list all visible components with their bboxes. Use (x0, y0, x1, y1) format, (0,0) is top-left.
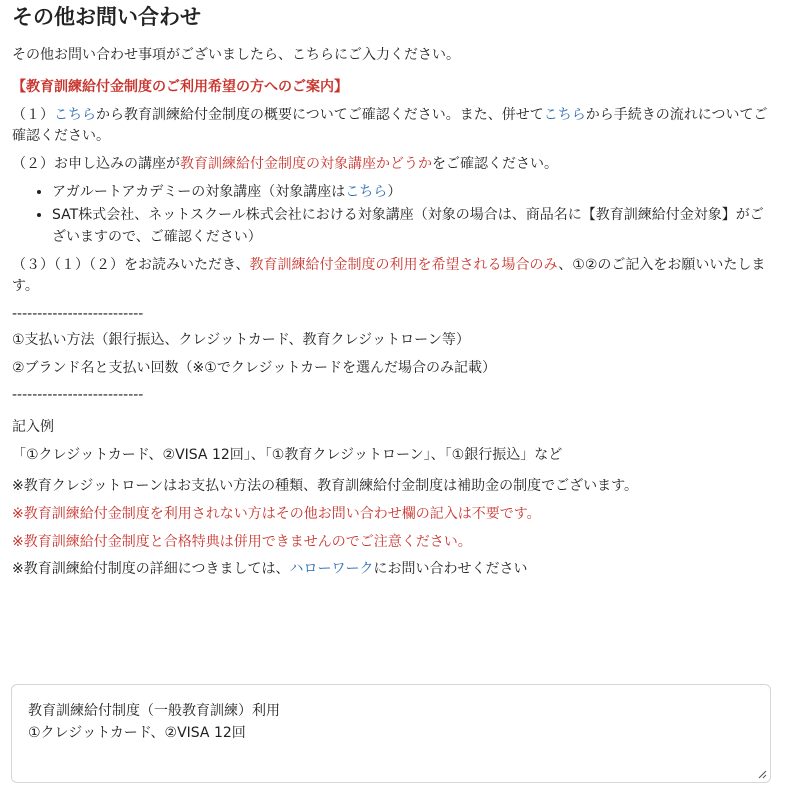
step-2-prefix: （２）お申し込みの講座が (12, 156, 180, 173)
list-item-text: アガルートアカデミーの対象講座（対象講座は (52, 183, 346, 200)
example-label: 記入例 (12, 418, 54, 435)
note-credit-loan: ※教育クレジットローンはお支払い方法の種類、教育訓練給付金制度は補助金の制度でございます。 (12, 478, 638, 495)
note-hellowork-after: にお問い合わせください (373, 561, 528, 578)
fill-item-1: ①支払い方法（銀行振込、クレジットカード、教育クレジットローン等） (12, 331, 470, 348)
divider-bottom: -------------------------- (12, 387, 144, 404)
section-title: その他お問い合わせ (12, 5, 201, 29)
hellowork-link[interactable]: ハローワーク (289, 561, 374, 578)
overview-link[interactable]: こちら (54, 106, 96, 123)
list-item (52, 205, 777, 248)
step-3 (12, 255, 777, 298)
step-3-suffix: 、①②のご記入をお願いいたします。 (12, 256, 766, 295)
note-hellowork (12, 559, 777, 581)
step-1-text-a: から教育訓練給付金制度の概要についてご確認ください。また、併せて (96, 106, 544, 123)
example-text: 「①クレジットカード、②VISA 12回」、「①教育クレジットローン」、「①銀行振込」など (12, 446, 563, 463)
list-item-text: SAT株式会社、ネットスクール株式会社における対象講座（対象の場合は、商品名に【教育訓練給付金対象】がございますので、ご確認ください） (52, 207, 764, 246)
note-hellowork-before: ※教育訓練給付制度の詳細につきましては、 (12, 561, 290, 578)
resize-handle-icon[interactable] (757, 769, 767, 779)
step-1-text-b: から手続きの流れについてご確認ください。 (12, 106, 768, 145)
step-2 (12, 154, 777, 176)
step-3-highlight: 教育訓練給付金制度の利用を希望される場合のみ (249, 256, 559, 273)
intro-text: その他お問い合わせ事項がございましたら、こちらにご入力ください。 (12, 47, 460, 64)
step-1-prefix: （１） (12, 106, 54, 123)
guide-heading: 【教育訓練給付金制度のご利用希望の方へのご案内】 (12, 78, 348, 95)
step-3-prefix: （３）（１）（２）をお読みいただき、 (12, 256, 250, 273)
list-item-text-after: ） (387, 183, 402, 200)
fill-item-2: ②ブランド名と支払い回数（※①でクレジットカードを選んだ場合のみ記載） (12, 359, 497, 376)
procedure-link[interactable]: こちら (543, 106, 586, 123)
list-item (52, 182, 777, 204)
step-1 (12, 105, 777, 148)
note-not-required: ※教育訓練給付金制度を利用されない方はその他お問い合わせ欄の記入は不要です。 (12, 505, 541, 522)
note-no-combine: ※教育訓練給付金制度と合格特典は併用できませんのでご注意ください。 (12, 533, 472, 550)
course-list (12, 182, 777, 249)
divider-top: -------------------------- (12, 306, 144, 323)
inquiry-textarea[interactable] (11, 684, 771, 783)
target-courses-link[interactable]: こちら (345, 183, 388, 200)
step-2-highlight: 教育訓練給付金制度の対象講座かどうか (180, 156, 432, 173)
step-2-suffix: をご確認ください。 (432, 156, 558, 173)
